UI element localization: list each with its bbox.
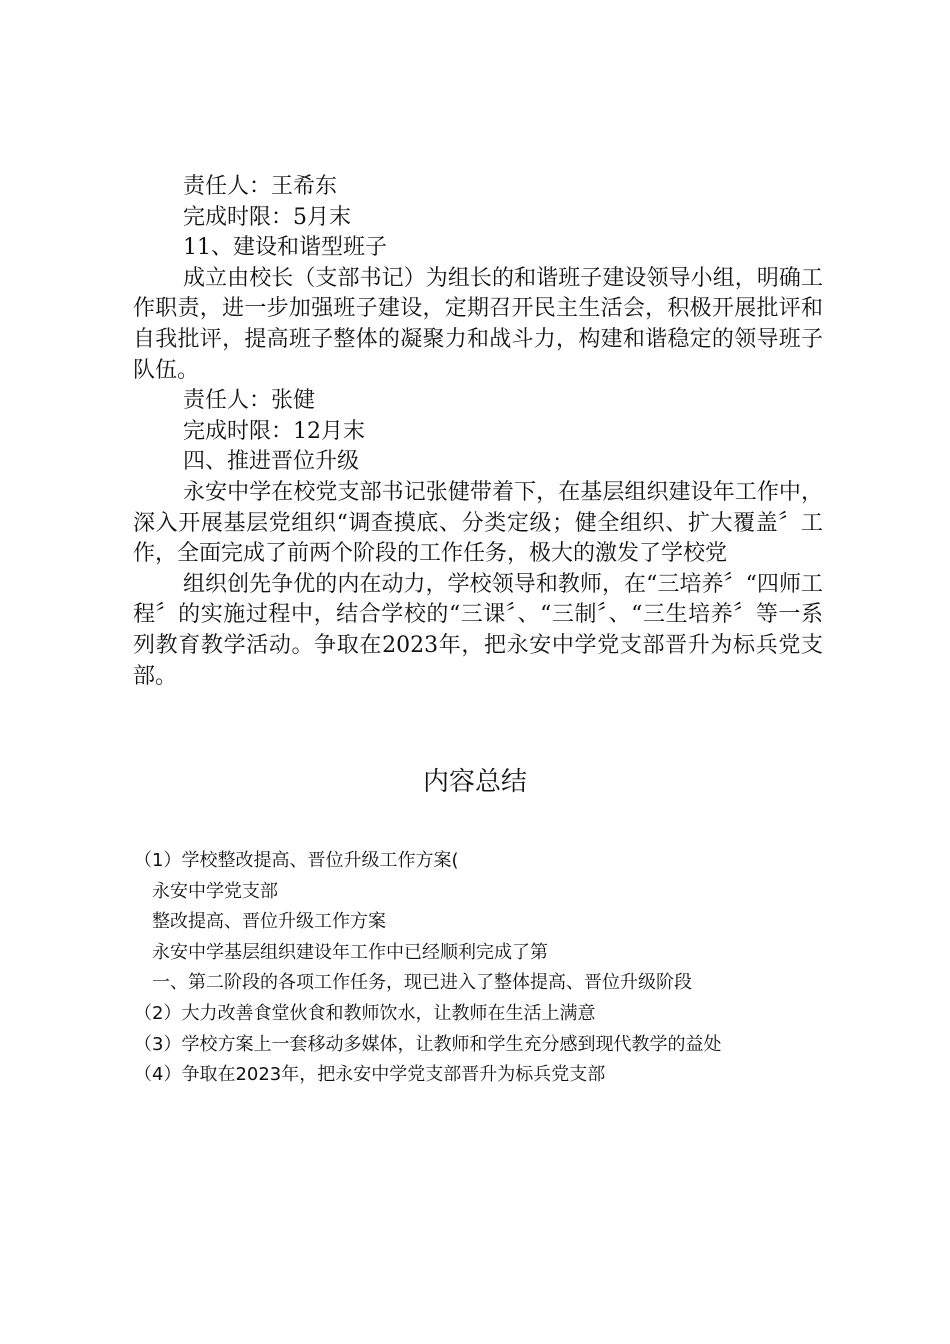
paragraph-yongan-school: 永安中学在校党支部书记张健带着下，在基层组织建设年工作中，深入开展基层党组织“调查摸底、分类定级；健全组织、扩大覆盖〞工作，全面完成了前两个阶段的工作任务，极大的激发了学校党 xyxy=(133,479,823,567)
summary-line: 一、第二阶段的各项工作任务，现已进入了整体提高、晋位升级阶段 xyxy=(152,972,692,994)
paragraph-innovation-drive: 组织创先争优的内在动力，学校领导和教师，在“三培养〞“四师工程〞的实施过程中，结合学校的“三课〞、“三制〞、“三生培养〞等一系列教育教学活动。争取在2023年，把永安中学党支部晋升为标兵党支部。 xyxy=(133,571,823,689)
summary-line: 永安中学党支部 xyxy=(152,880,278,902)
deadline-2: 完成时限：12月末 xyxy=(183,418,365,444)
summary-title: 内容总结 xyxy=(422,767,527,797)
section-heading-4: 四、推进晋位升级 xyxy=(183,449,360,475)
deadline-1: 完成时限：5月末 xyxy=(183,204,351,230)
summary-list xyxy=(134,846,834,1091)
summary-line: 永安中学基层组织建设年工作中已经顺利完成了第 xyxy=(152,941,548,963)
summary-line: （3）学校方案上一套移动多媒体，让教师和学生充分感到现代教学的益处 xyxy=(134,1033,722,1055)
document-body xyxy=(133,172,823,692)
section-heading-11: 11、建设和谐型班子 xyxy=(183,235,387,261)
paragraph-harmonious-team: 成立由校长（支部书记）为组长的和谐班子建设领导小组，明确工作职责，进一步加强班子建设，定期召开民主生活会，积极开展批评和自我批评，提高班子整体的凝聚力和战斗力，构建和谐稳定的领导班子队伍。 xyxy=(133,265,823,383)
summary-line: （1）学校整改提高、晋位升级工作方案( xyxy=(134,850,459,871)
summary-line: （4）争取在2023年，把永安中学党支部晋升为标兵党支部 xyxy=(134,1064,606,1086)
summary-line: 整改提高、晋位升级工作方案 xyxy=(152,911,386,933)
summary-line: （2）大力改善食堂伙食和教师饮水，让教师在生活上满意 xyxy=(134,1002,596,1024)
responsible-person-1: 责任人：王希东 xyxy=(183,174,338,199)
responsible-person-2: 责任人：张健 xyxy=(183,388,316,414)
